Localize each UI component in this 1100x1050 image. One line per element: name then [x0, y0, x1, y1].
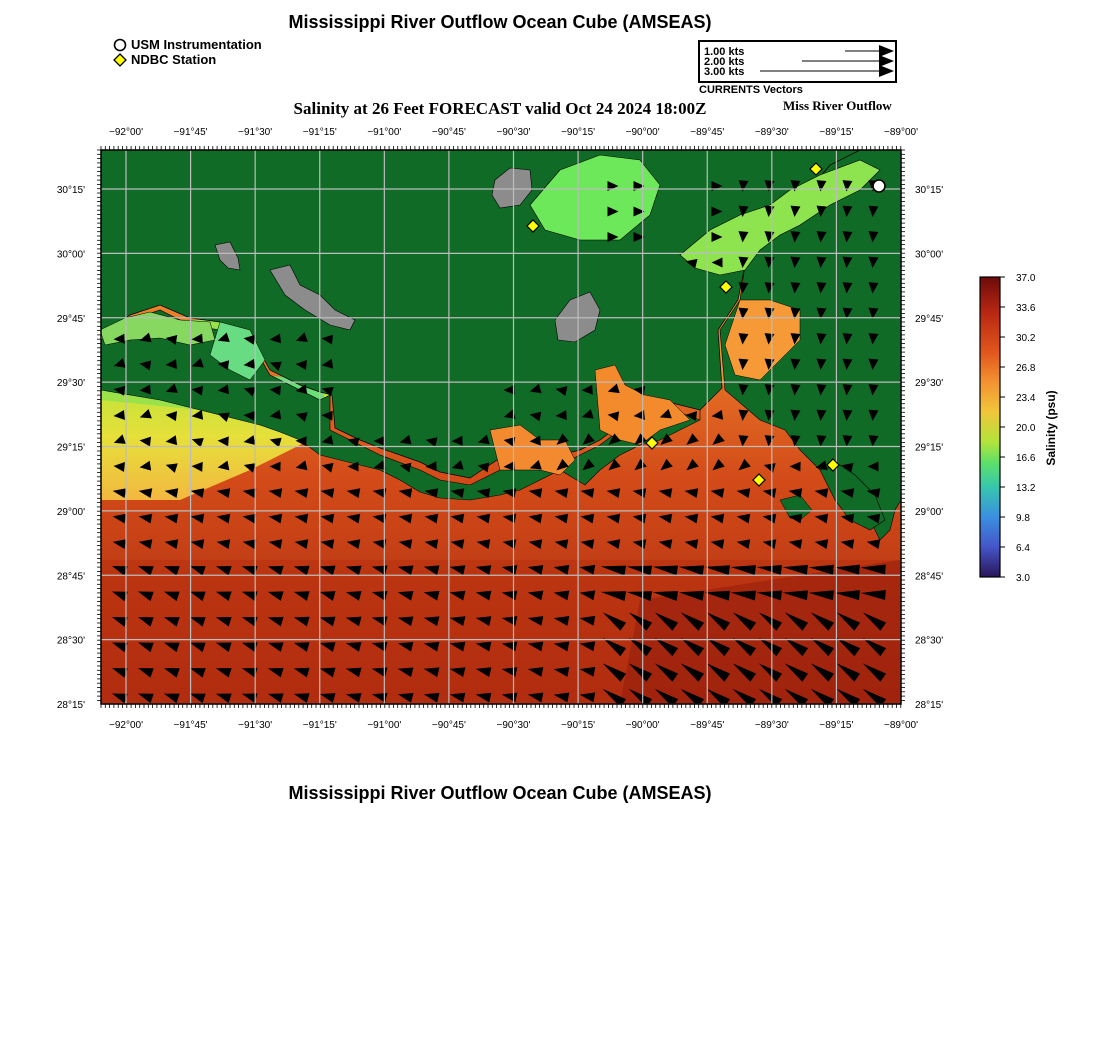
colorbar-tick-label: 20.0 [1016, 423, 1036, 434]
lon-tick-label: −90°15' [561, 720, 596, 731]
lon-tick-label: −91°00' [367, 720, 402, 731]
colorbar-scale [980, 277, 1000, 577]
lat-tick-label: 28°30' [915, 635, 944, 647]
lat-tick-label: 28°45' [915, 571, 944, 583]
lon-tick-label: −91°30' [238, 720, 273, 731]
lon-tick-label: −89°00' [884, 127, 918, 138]
lon-tick-label: −89°45' [690, 127, 725, 138]
colorbar-tick-label: 3.0 [1016, 573, 1030, 584]
lat-tick-label: 29°45' [915, 313, 944, 325]
colorbar-tick-label: 23.4 [1016, 393, 1036, 404]
page-title-repeat: Mississippi River Outflow Ocean Cube (AMSEAS) [288, 783, 712, 803]
map-subtitle: Salinity at 26 Feet FORECAST valid Oct 24 2024 18:00Z [293, 99, 707, 118]
lat-tick-label: 30°00' [56, 249, 85, 261]
lat-labels-left [57, 185, 85, 711]
colorbar-tick-label: 9.8 [1016, 513, 1030, 524]
lat-tick-label: 28°15' [56, 700, 85, 711]
colorbar-tick-label: 37.0 [1016, 273, 1036, 284]
vector-key-row: 3.00 kts [704, 66, 745, 78]
lon-tick-label: −91°45' [173, 720, 208, 731]
colorbar-tick-label: 6.4 [1016, 543, 1030, 554]
lat-tick-label: 28°15' [915, 700, 944, 711]
legend-ndbc-label: NDBC Station [131, 52, 217, 67]
lon-tick-label: −90°30' [496, 720, 531, 731]
lon-tick-label: −90°45' [431, 127, 466, 138]
lon-tick-label: −91°15' [302, 127, 337, 138]
colorbar-tick-label: 30.2 [1016, 333, 1036, 344]
lon-labels-top [109, 127, 918, 138]
region-label: Miss River Outflow [783, 98, 892, 113]
lon-tick-label: −90°00' [625, 127, 660, 138]
salinity-colorbar [980, 273, 1058, 584]
lat-labels-right [915, 185, 943, 711]
lon-labels-bottom [109, 720, 918, 731]
lat-tick-label: 29°30' [915, 378, 944, 390]
lon-tick-label: −90°30' [496, 127, 531, 138]
lat-tick-label: 29°45' [56, 313, 85, 325]
lon-tick-label: −90°00' [625, 720, 660, 731]
colorbar-tick-label: 33.6 [1016, 303, 1036, 314]
lon-tick-label: −89°30' [754, 720, 789, 731]
lon-tick-label: −92°00' [109, 720, 143, 731]
colorbar-title: Salinity (psu) [1044, 390, 1058, 466]
lon-tick-label: −91°00' [367, 127, 402, 138]
lon-tick-label: −91°15' [302, 720, 337, 731]
lon-tick-label: −91°45' [173, 127, 208, 138]
lat-tick-label: 28°45' [56, 571, 85, 583]
lat-tick-label: 29°15' [56, 442, 85, 454]
vector-key-row: 1.00 kts [704, 46, 745, 58]
lon-tick-label: −89°15' [819, 127, 854, 138]
lat-tick-label: 29°00' [56, 506, 85, 518]
legend-usm-label: USM Instrumentation [131, 37, 262, 52]
colorbar-tick-label: 16.6 [1016, 453, 1036, 464]
lat-tick-label: 30°15' [56, 185, 85, 196]
map-field [100, 150, 901, 704]
lon-tick-label: −90°15' [561, 127, 596, 138]
lon-tick-label: −91°30' [238, 127, 273, 138]
lon-tick-label: −89°15' [819, 720, 854, 731]
usm-station-marker[interactable] [873, 180, 885, 192]
colorbar-tick-label: 13.2 [1016, 483, 1036, 494]
lat-tick-label: 30°15' [915, 185, 944, 196]
lat-tick-label: 29°00' [915, 506, 944, 518]
lon-tick-label: −90°45' [431, 720, 466, 731]
lon-tick-label: −89°45' [690, 720, 725, 731]
lat-tick-label: 30°00' [915, 249, 944, 261]
lon-tick-label: −89°30' [754, 127, 789, 138]
vector-key-row: 2.00 kts [704, 56, 745, 68]
lon-tick-label: −92°00' [109, 127, 143, 138]
colorbar-tick-label: 26.8 [1016, 363, 1036, 374]
lat-tick-label: 28°30' [56, 635, 85, 647]
vector-key-label: CURRENTS Vectors [699, 84, 803, 96]
colorbar-ticks [1000, 273, 1036, 584]
lat-tick-label: 29°15' [915, 442, 944, 454]
page-title: Mississippi River Outflow Ocean Cube (AMSEAS) [288, 12, 712, 32]
lon-tick-label: −89°00' [884, 720, 918, 731]
lat-tick-label: 29°30' [56, 378, 85, 390]
